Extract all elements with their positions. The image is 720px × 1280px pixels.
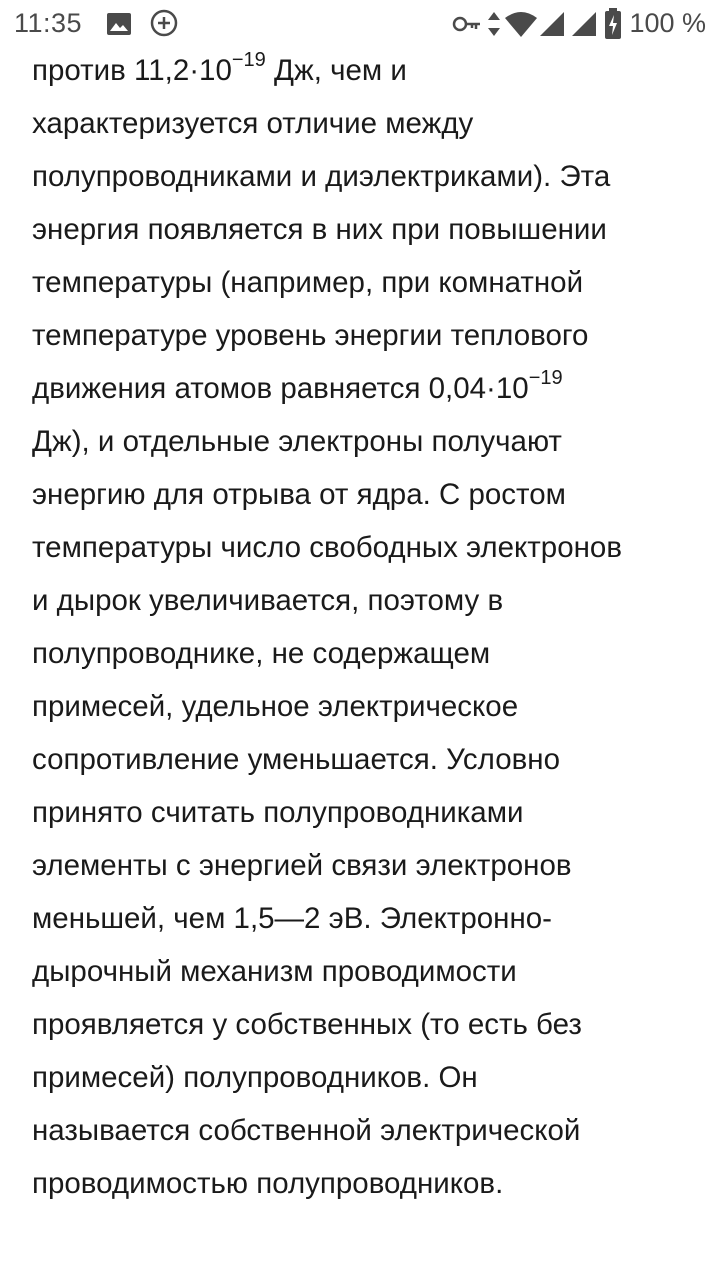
superscript: −19 (231, 49, 266, 72)
text-line: движения атомов равняется $0,04\cdot 10^{-19}$ (32, 367, 563, 405)
signal-icon (570, 10, 598, 43)
wifi-icon (504, 10, 538, 43)
text-line: примесей) полупроводников. Он (32, 1061, 478, 1094)
text-line: элементы с энергией связи электронов (32, 849, 572, 882)
text-line: энергию для отрыва от ядра. С ростом (32, 478, 566, 511)
text-line: Дж), и отдельные электроны получают (32, 425, 562, 458)
add-circle-icon (150, 9, 178, 42)
battery-percentage: 100 % (629, 8, 706, 38)
signal-icon (538, 10, 566, 43)
text-line: полупроводнике, не содержащем (32, 637, 491, 670)
text-line: полупроводниками и диэлектриками). Эта (32, 160, 611, 193)
vpn-key-icon (452, 14, 482, 39)
text-line: сопротивление уменьшается. Условно (32, 743, 561, 776)
text-line: против $11,2\cdot 10^{-19}$ Дж, чем и (32, 49, 407, 87)
text-line: характеризуется отличие между (32, 107, 474, 140)
text-line: проявляется у собственных (то есть без (32, 1008, 582, 1041)
text-line: энергия появляется в них при повышении (32, 213, 607, 246)
text-line: и дырок увеличивается, поэтому в (32, 584, 504, 617)
text-line: дырочный механизм проводимости (32, 955, 517, 988)
text-line: проводимостью полупроводников. (32, 1167, 504, 1200)
text-line: принято считать полупроводниками (32, 796, 524, 829)
data-arrows-icon (486, 10, 502, 43)
text-line: температуры число свободных электронов (32, 531, 622, 564)
text-line: температуры (например, при комнатной (32, 266, 584, 299)
image-icon (106, 12, 132, 41)
battery-charging-icon (604, 8, 622, 45)
text-line: примесей, удельное электрическое (32, 690, 519, 723)
superscript: −19 (528, 367, 563, 390)
text-line: меньшей, чем 1,5—2 эВ. Электронно- (32, 902, 552, 935)
status-time: 11:35 (14, 8, 83, 38)
article-text (32, 44, 702, 1210)
status-bar (0, 0, 720, 48)
text-line: температуре уровень энергии теплового (32, 319, 589, 352)
text-line: называется собственной электрической (32, 1114, 581, 1147)
